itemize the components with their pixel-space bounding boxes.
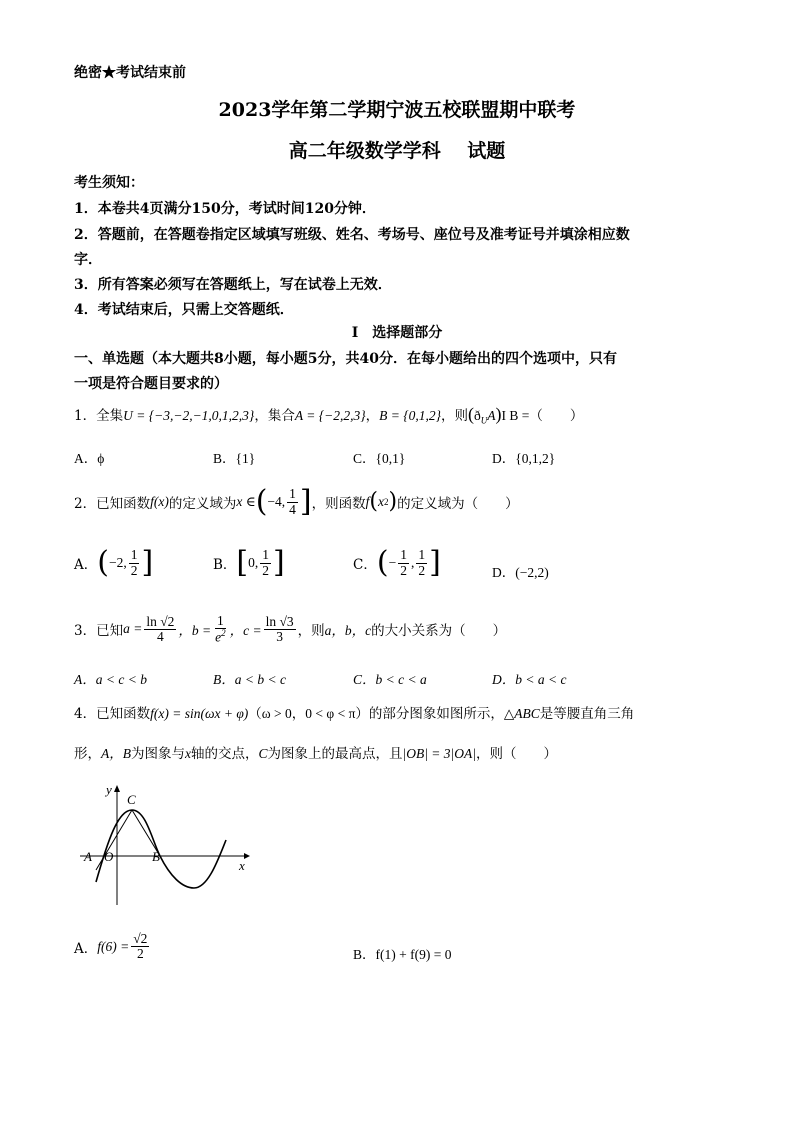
q1-option-b: B．{1}: [213, 451, 256, 466]
notice-item: 1．本卷共4页满分150分，考试时间120分钟．: [74, 201, 376, 217]
q3-option-a: A．a < c < b: [74, 672, 147, 687]
notice-item: 2．答题前，在答题卷指定区域填写班级、姓名、考场号、座位号及准考证号并填涂相应数: [74, 227, 630, 243]
label-A: A: [84, 849, 92, 864]
question-1: 1．全集U = {−3,−2,−1,0,1,2,3}，集合A = {−2,2,3}，B = {0,1,2}，则$(ð_UA)I$ B =（ ）: [74, 404, 584, 426]
question-4: 4．已知函数f(x) = sin(ωx + φ)（ω > 0，0 < φ < π）的部分图象如图所示，△ABC是等腰直角三角: [74, 706, 635, 722]
q2-option-c: C． ( − $\frac{1}{2}$ , $\frac{1}{2}$ ]: [353, 545, 441, 580]
q3-option-c: C．b < c < a: [353, 672, 427, 687]
section-heading-cont: 一项是符合题目要求的）: [74, 376, 228, 392]
section-heading: 一、单选题（本大题共8小题，每小题5分，共40分．在每小题给出的四个选项中，只有: [74, 351, 617, 367]
question-3: 3． 已知 a = $\frac{\ln √2}{4}$ ，b = $\frac{1}{e^2}$ ，c = $\frac{\ln √3}{3}$ ，则 a，b，c 的大小关系为（ ）: [74, 613, 507, 645]
secret-label: 绝密★考试结束前: [74, 65, 186, 81]
part-heading: Ⅰ 选择题部分: [351, 325, 443, 341]
set-A: A = {−2,2,3}: [294, 408, 366, 423]
y-axis-arrow: [114, 785, 120, 792]
label-x: x: [239, 858, 245, 873]
x-axis-arrow: [244, 853, 250, 859]
label-C: C: [127, 792, 136, 807]
question-4-cont: 形，A，B为图象与x轴的交点，C为图象上的最高点，且|OB| = 3|OA|，则（ ）: [74, 746, 557, 762]
q3-option-b: B．a < b < c: [213, 672, 286, 687]
label-y: y: [106, 782, 112, 797]
question-2: 2． 已知函数 f(x) 的定义域为 x ∈ ( −4, $\frac{1}{4}$ ] ，则函数 f ( x 2 ) 的定义域为（ ）: [74, 484, 519, 519]
q2-option-a: A． ( −2, $\frac{1}{2}$ ]: [74, 545, 154, 580]
exam-title: 2023学年第二学期宁波五校联盟期中联考: [218, 99, 576, 121]
notice-heading: 考生须知：: [74, 175, 144, 191]
q4-option-a: A． f(6) = $\frac{√2}{2}$: [74, 931, 148, 962]
q3-option-d: D．b < a < c: [492, 672, 567, 687]
sine-curve: [96, 810, 226, 888]
notice-item: 字．: [74, 252, 102, 268]
q4-option-b: B．f(1) + f(9) = 0: [353, 947, 452, 962]
set-U: U = {−3,−2,−1,0,1,2,3}: [123, 408, 255, 423]
q1-option-d: D．{0,1,2}: [492, 451, 556, 466]
set-B: B = {0,1,2}: [379, 408, 442, 423]
triangle-side-AC: [96, 810, 132, 870]
q1-option-c: C．{0,1}: [353, 451, 406, 466]
q2-option-d: D．(−2,2): [492, 565, 549, 580]
q2-option-b: B． [ 0, $\frac{1}{2}$ ]: [213, 545, 285, 580]
notice-item: 3．所有答案必须写在答题纸上，写在试卷上无效．: [74, 277, 392, 293]
label-O: O: [104, 849, 114, 864]
label-B: B: [152, 849, 160, 864]
notice-item: 4．考试结束后，只需上交答题纸．: [74, 302, 294, 318]
sine-graph-figure: [78, 780, 254, 908]
exam-subtitle: 高二年级数学学科 试题: [288, 140, 506, 162]
q1-option-a: A．ϕ: [74, 451, 105, 466]
